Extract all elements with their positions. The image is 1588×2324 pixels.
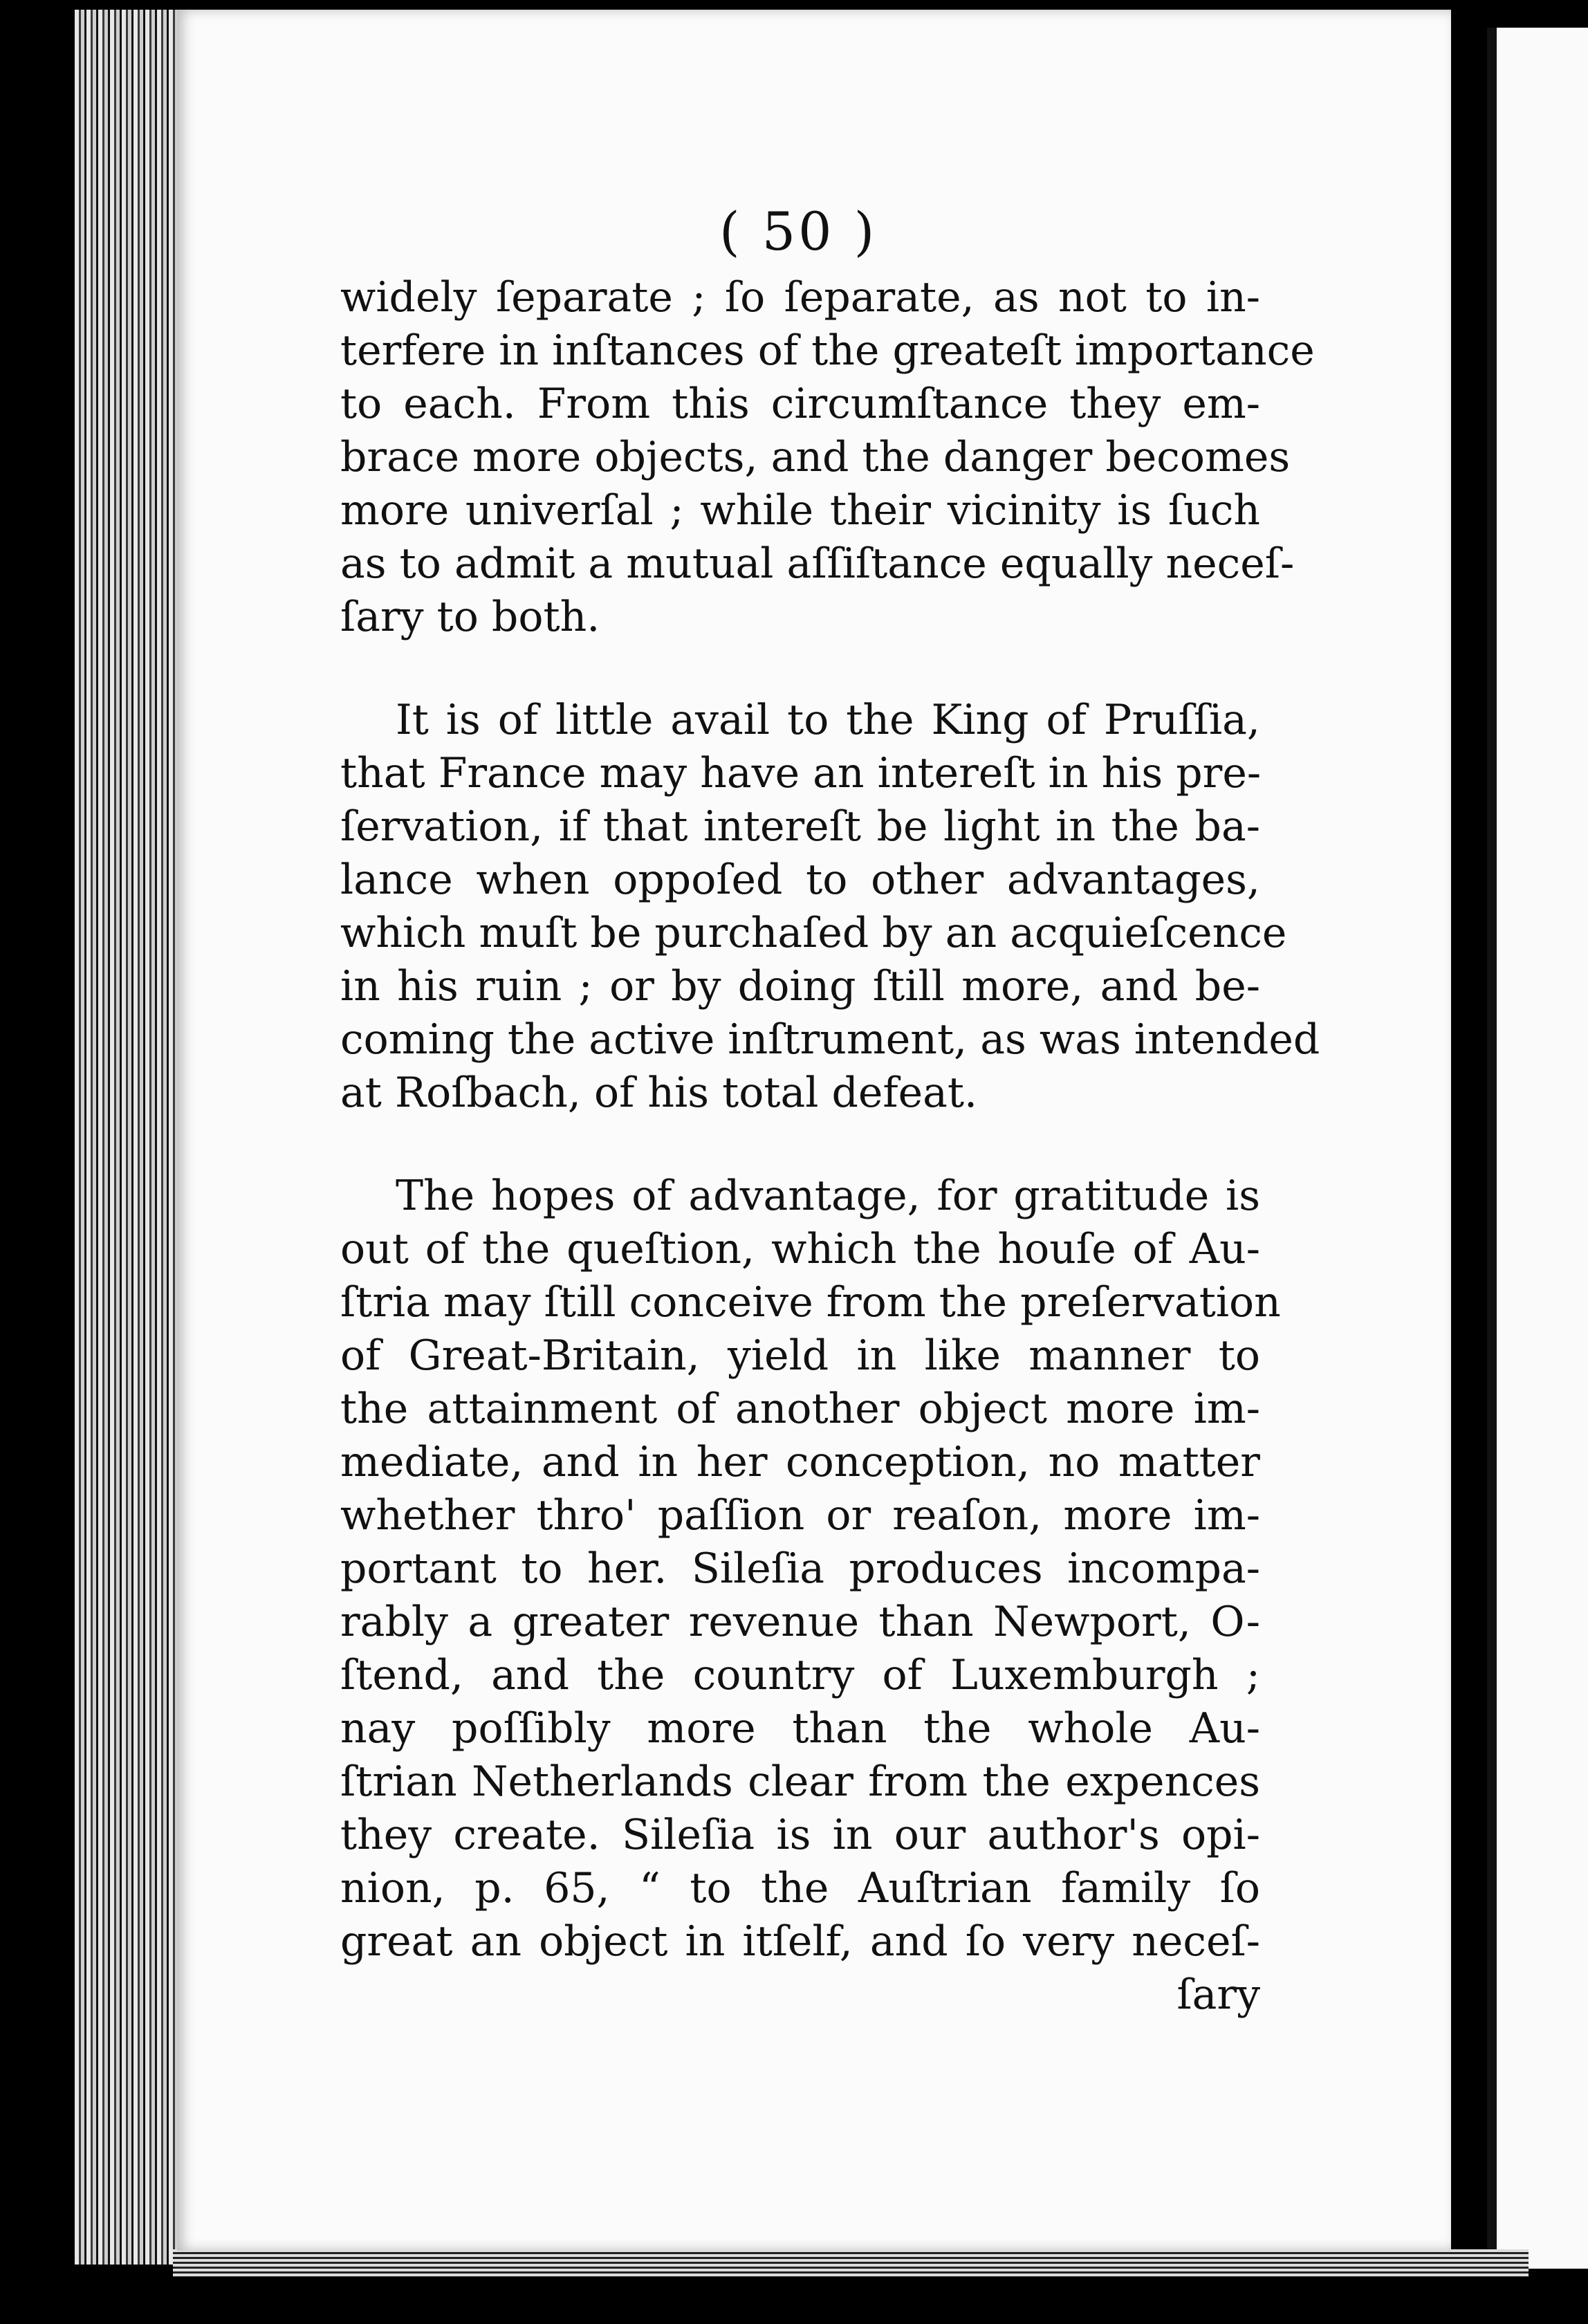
page-number: ( 50 ) xyxy=(719,201,878,262)
text-line: portant to her. Sileſia produces incompa- xyxy=(340,1544,1260,1593)
text-line: at Roſbach, of his total defeat. xyxy=(340,1069,978,1117)
text-line: as to admit a mutual aſſiſtance equally neceſ- xyxy=(340,540,1295,588)
text-line: lance when oppoſed to other advantages, xyxy=(340,856,1260,904)
text-line: out of the queſtion, which the houſe of Au- xyxy=(340,1225,1260,1273)
text-line: nion, p. 65, “ to the Auſtrian family ſo xyxy=(340,1864,1260,1912)
text-line: to each. From this circumſtance they em- xyxy=(340,380,1260,428)
text-line: more univerſal ; while their vicinity is ſuch xyxy=(340,486,1260,535)
text-line: ſtrian Netherlands clear from the expences xyxy=(340,1758,1260,1806)
text-line: mediate, and in her conception, no matter xyxy=(340,1438,1260,1486)
book-page-edges xyxy=(75,10,178,2265)
text-line: they create. Sileſia is in our author's opi- xyxy=(340,1811,1260,1859)
catchword: ſary xyxy=(1176,1971,1260,2019)
paragraph-2 xyxy=(340,694,1320,1120)
text-line: nay poſſibly more than the whole Au- xyxy=(340,1704,1260,1753)
text-line: ſary to both. xyxy=(340,593,600,641)
text-line: ſtend, and the country of Luxemburgh ; xyxy=(340,1651,1260,1699)
text-line: widely ſeparate ; ſo ſeparate, as not to in- xyxy=(340,273,1260,322)
text-line: which muſt be purchaſed by an acquieſcence xyxy=(340,909,1287,957)
text-line: of Great-Britain, yield in like manner to xyxy=(340,1331,1260,1380)
text-line: ſervation, if that intereſt be light in the ba- xyxy=(340,802,1260,851)
text-line: in his ruin ; or by doing ſtill more, and be- xyxy=(340,962,1260,1011)
paragraph-3 xyxy=(340,1170,1281,1968)
paragraph-1 xyxy=(340,271,1315,644)
text-line: coming the active inſtrument, as was intended xyxy=(340,1015,1320,1064)
text-line: brace more objects, and the danger becomes xyxy=(340,433,1291,481)
text-line: The hopes of advantage, for gratitude is xyxy=(396,1172,1260,1220)
text-line: whether thro' paſſion or reaſon, more im- xyxy=(340,1491,1260,1540)
text-line: great an object in itſelf, and ſo very neceſ- xyxy=(340,1917,1260,1966)
text-line: ſtria may ſtill conceive from the preſervation xyxy=(340,1278,1281,1327)
book-bottom-edge xyxy=(173,2249,1529,2277)
text-line: rably a greater revenue than Newport, O- xyxy=(340,1598,1260,1646)
text-line: terfere in inſtances of the greateſt importance xyxy=(340,326,1315,375)
page-text xyxy=(340,271,1320,2022)
facing-page-edge xyxy=(1487,28,1588,2269)
text-line: the attainment of another object more im- xyxy=(340,1385,1260,1433)
text-line: It is of little avail to the King of Pruſſia, xyxy=(396,696,1260,744)
text-line: that France may have an intereſt in his pre- xyxy=(340,749,1262,797)
